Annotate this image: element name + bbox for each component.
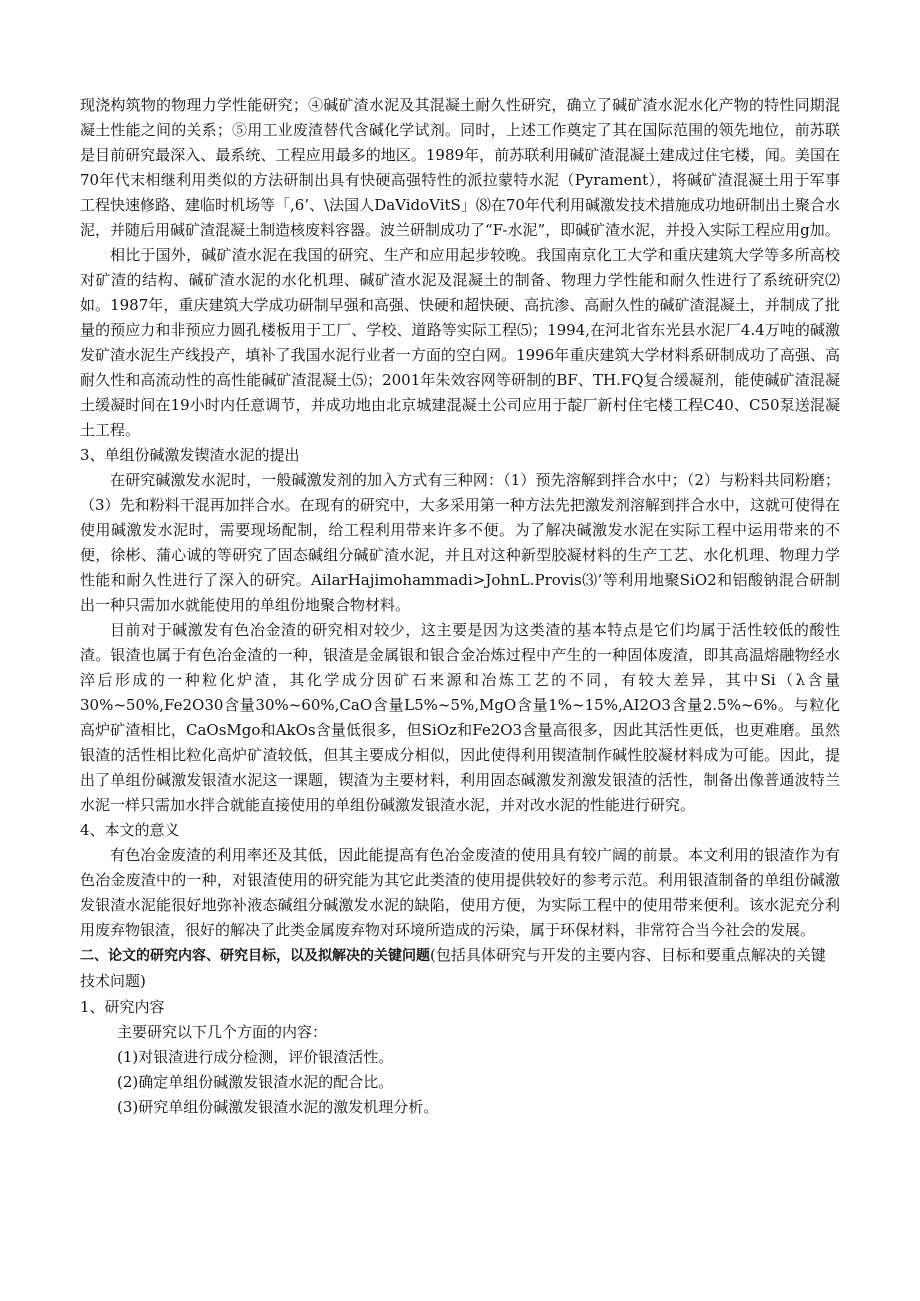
paragraph-soviet-research: 现浇构筑物的物理力学性能研究；④碱矿渣水泥及其混凝土耐久性研究，确立了碱矿渣水泥水化产物的特性同期混凝土性能之间的关系；⑤用工业废渣替代含碱化学试剂。同时，上述工作奠定了其在国际范围的领先地位，前苏联是目前研究最深入、最系统、工程应用最多的地区。1989年，前苏联利用碱矿渣混凝土建成过住宅楼，闻。美国在70年代末相继利用类似的方法研制出具有快硬高强特性的派拉蒙特水泥（Pyrament），将碱矿渣混凝土用于军事工程快速修路、建临时机场等「,6’、\法国人DaVidoVitS」⑻在70年代利用碱激发技术措施成功地研制出土聚合水泥，并随后用碱矿渣混凝土制造核废料容器。波兰研制成功了“F-水泥”，即碱矿渣水泥，并投入实际工程应用g加。	[80, 96, 840, 239]
heading-significance: 4、本文的意义	[80, 821, 180, 839]
research-content-heading: 1、研究内容	[80, 998, 165, 1016]
section-two-title	[80, 943, 840, 995]
paragraph-significance: 有色冶金废渣的利用率还及其低，因此能提高有色冶金废渣的使用具有较广阔的前景。本文利用的银渣作为有色冶金废渣中的一种，对银渣使用的研究能为其它此类渣的使用提供较好的参考示范。利用银渣制备的单组份碱激发银渣水泥能很好地弥补液态碱组分碱激发水泥的缺陷，使用方便，为实际工程中的使用带来便利。该水泥充分利用废弃物银渣，很好的解决了此类金属废弃物对环境所造成的污染，属于环保材料，非常符合当今社会的发展。	[80, 846, 840, 939]
section-two-title-bold: 二、论文的研究内容、研究目标，以及拟解决的关键问题	[80, 948, 430, 964]
research-item: (3)研究单组份碱激发银渣水泥的激发机理分析。	[117, 1098, 439, 1116]
research-item: (2)确定单组份碱激发银渣水泥的配合比。	[117, 1073, 394, 1091]
paragraph-activator-methods: 在研究碱激发水泥时，一般碱激发剂的加入方式有三种网：（1）预先溶解到拌合水中；（2）与粉料共同粉磨；（3）先和粉料干混再加拌合水。在现有的研究中，大多采用第一种方法先把激发剂溶解到拌合水中，这就可使得在使用碱激发水泥时，需要现场配制，给工程利用带来许多不便。为了解决碱激发水泥在实际工程中运用带来的不便，徐彬、蒲心诚的等研究了固态碱组分碱矿渣水泥，并且对这种新型胶凝材料的生产工艺、水化机理、物理力学性能和耐久性进行了深入的研究。AilarHajimohammadi>JohnL.Provis⑶’等利用地聚SiO2和铝酸钠混合研制出一种只需加水就能使用的单组份地聚合物材料。	[80, 471, 840, 614]
paragraph-silver-slag: 目前对于碱激发有色冶金渣的研究相对较少，这主要是因为这类渣的基本特点是它们均属于活性较低的酸性渣。银渣也属于有色冶金渣的一种，银渣是金属银和银合金冶炼过程中产生的一种固体废渣，即其高温熔融物经水淬后形成的一种粒化炉渣，其化学成分因矿石来源和冶炼工艺的不同，有较大差异，其中Si（λ含量30%~50%,Fe2O30含量30%~60%,CaO含量L5%~5%,MgO含量1%~15%,AI2O3含量2.5%~6%。与粒化高炉矿渣相比，CaOsMgo和AkOs含量低很多，但SiOz和Fe2O3含量高很多，因此其活性更低，也更难磨。虽然银渣的活性相比粒化高炉矿渣较低，但其主要成分相似，因此使得利用锲渣制作碱性胶凝材料成为可能。因此，提出了单组份碱激发银渣水泥这一课题，锲渣为主要材料，利用固态碱激发剂激发银渣的活性，制备出像普通波特兰水泥一样只需加水拌合就能直接使用的单组份碱激发银渣水泥，并对改水泥的性能进行研究。	[80, 621, 840, 814]
document-page	[80, 93, 840, 1120]
research-content-intro: 主要研究以下几个方面的内容：	[117, 1023, 328, 1041]
research-item: (1)对银渣进行成分检测，评价银渣活性。	[117, 1048, 394, 1066]
section-two-title-rest: (包括具体研究与开发的主要内容、目标和要重点解决的关键技术问题)	[80, 946, 826, 990]
heading-single-component-proposal: 3、单组份碱激发锲渣水泥的提出	[80, 446, 300, 464]
paragraph-domestic-research: 相比于国外，碱矿渣水泥在我国的研究、生产和应用起步较晚。我国南京化工大学和重庆建筑大学等多所高校对矿渣的结构、碱矿渣水泥的水化机理、碱矿渣水泥及混凝土的制备、物理力学性能和耐久性进行了系统研究⑵如。1987年，重庆建筑大学成功研制早强和高强、快硬和超快硬、高抗渗、高耐久性的碱矿渣混凝土，并制成了批量的预应力和非预应力圆孔楼板用于工厂、学校、道路等实际工程⑸；1994,在河北省东光县水泥厂4.4万吨的碱激发矿渣水泥生产线投产，填补了我国水泥行业者一方面的空白网。1996年重庆建筑大学材料系研制成功了高强、高耐久性和高流动性的高性能碱矿渣混凝土⑸；2001年朱效容网等研制的BF、TH.FQ复合缓凝剂，能使碱矿渣混凝土缓凝时间在19小时内任意调节，并成功地由北京城建混凝土公司应用于靛厂新村住宅楼工程C40、C50泵送混凝土工程。	[80, 246, 840, 439]
